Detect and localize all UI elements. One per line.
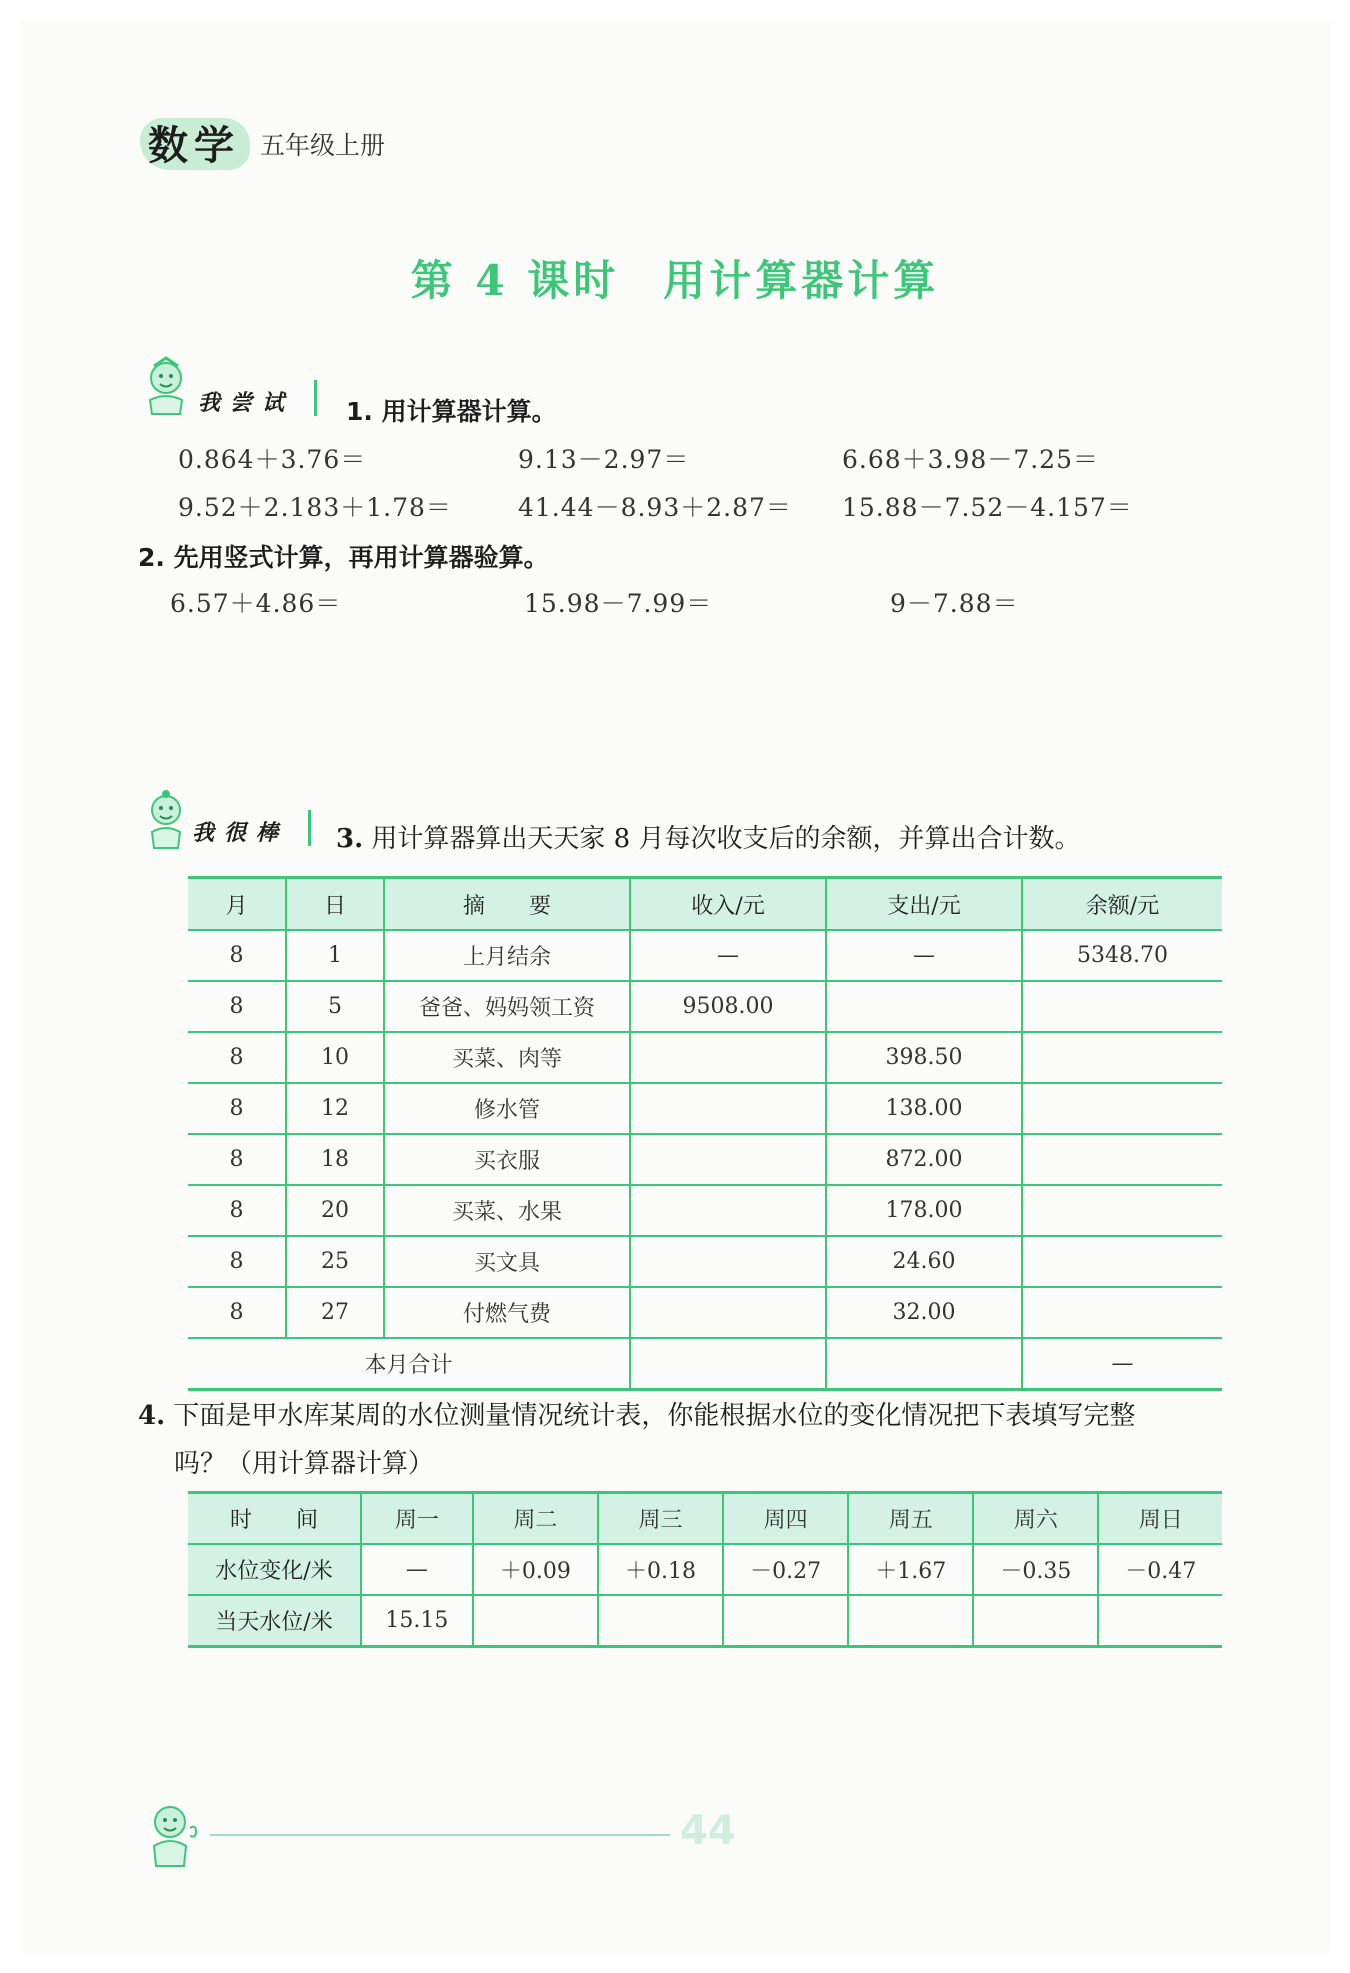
cell: — (826, 930, 1022, 981)
level-cell (598, 1595, 723, 1647)
cell (630, 1032, 826, 1083)
q3-title (336, 818, 1081, 855)
cell: 8 (188, 930, 286, 981)
cell: 178.00 (826, 1185, 1022, 1236)
q2-expr-2: 15.98－7.99＝ (524, 589, 713, 618)
budget-table (188, 876, 1222, 1391)
q4-title (138, 1392, 1238, 1488)
day-cell: 周二 (473, 1493, 598, 1545)
cell: 18 (286, 1134, 384, 1185)
q4-number: 4. (138, 1401, 166, 1431)
cell: 8 (188, 1287, 286, 1338)
level-cell (1098, 1595, 1222, 1647)
subject-title: 数学 (148, 123, 240, 169)
cell: 上月结余 (384, 930, 630, 981)
badge-try (140, 356, 340, 420)
lesson-number: 第 4 课时 (410, 256, 620, 305)
col-income: 收入/元 (630, 878, 826, 931)
q2-text: 先用竖式计算，再用计算器验算。 (173, 543, 549, 572)
cell: 25 (286, 1236, 384, 1287)
q2-expr-1: 6.57＋4.86＝ (170, 589, 342, 618)
day-cell: 周五 (848, 1493, 973, 1545)
col-summary: 摘 要 (384, 878, 630, 931)
cell (630, 1185, 826, 1236)
level-cell (973, 1595, 1098, 1647)
col-month: 月 (188, 878, 286, 931)
change-cell: ＋0.18 (598, 1544, 723, 1595)
cell: 8 (188, 1134, 286, 1185)
q2-expr-3: 9－7.88＝ (890, 589, 1019, 618)
cell (1022, 1134, 1222, 1185)
day-cell: 周四 (723, 1493, 848, 1545)
total-income (630, 1338, 826, 1390)
table-row (188, 1134, 1222, 1185)
table-row (188, 1236, 1222, 1287)
cell: 138.00 (826, 1083, 1022, 1134)
cell (630, 1287, 826, 1338)
q1-expr-2: 9.13－2.97＝ (518, 445, 690, 474)
level-cell (848, 1595, 973, 1647)
cell (1022, 1287, 1222, 1338)
badge-divider (314, 380, 317, 416)
cell: 买衣服 (384, 1134, 630, 1185)
change-cell: －0.27 (723, 1544, 848, 1595)
cell: 爸爸、妈妈领工资 (384, 981, 630, 1032)
change-row (188, 1544, 1222, 1595)
cell: — (630, 930, 826, 981)
cell: 12 (286, 1083, 384, 1134)
cell: 398.50 (826, 1032, 1022, 1083)
badge-try-label: 我尝试 (198, 391, 295, 416)
cell (630, 1134, 826, 1185)
cell: 10 (286, 1032, 384, 1083)
cell: 付燃气费 (384, 1287, 630, 1338)
table-row (188, 1185, 1222, 1236)
col-balance: 余额/元 (1022, 878, 1222, 931)
q2-number: 2. (138, 543, 165, 572)
level-label: 当天水位/米 (188, 1595, 361, 1647)
cell: 872.00 (826, 1134, 1022, 1185)
cell: 5348.70 (1022, 930, 1222, 981)
day-cell: 周日 (1098, 1493, 1222, 1545)
cell (630, 1236, 826, 1287)
q1-expr-6: 15.88－7.52－4.157＝ (842, 493, 1133, 522)
col-expense: 支出/元 (826, 878, 1022, 931)
lesson-name: 用计算器计算 (663, 256, 940, 305)
cell: 8 (188, 1236, 286, 1287)
total-expense (826, 1338, 1022, 1390)
cell: 24.60 (826, 1236, 1022, 1287)
q1-expr-1: 0.864＋3.76＝ (178, 445, 367, 474)
q1-number: 1. (346, 397, 373, 426)
q1-expr-4: 9.52＋2.183＋1.78＝ (178, 493, 452, 522)
q4-line-1 (138, 1392, 1238, 1440)
cell: 8 (188, 981, 286, 1032)
level-cell (473, 1595, 598, 1647)
table-total-row (188, 1338, 1222, 1390)
cell (1022, 1032, 1222, 1083)
badge-great-label: 我很棒 (192, 821, 289, 846)
day-cell: 周一 (361, 1493, 473, 1545)
cell: 1 (286, 930, 384, 981)
cell (1022, 1185, 1222, 1236)
cell: 买文具 (384, 1236, 630, 1287)
change-cell: ＋1.67 (848, 1544, 973, 1595)
cell: 27 (286, 1287, 384, 1338)
table-row (188, 1032, 1222, 1083)
total-label: 本月合计 (188, 1338, 630, 1390)
badge-great (140, 790, 340, 854)
cell: 5 (286, 981, 384, 1032)
footer-divider (210, 1834, 670, 1836)
q4-text-1: 下面是甲水库某周的水位测量情况统计表，你能根据水位的变化情况把下表填写完整 (173, 1401, 1136, 1431)
cartoon-character-icon (140, 790, 196, 850)
q4-text-2: 吗？（用计算器计算） (174, 1449, 435, 1479)
cell: 修水管 (384, 1083, 630, 1134)
q3-number: 3. (336, 824, 364, 854)
level-cell: 15.15 (361, 1595, 473, 1647)
q1-title (346, 392, 557, 428)
level-cell (723, 1595, 848, 1647)
table-header-row (188, 878, 1222, 931)
change-cell: －0.47 (1098, 1544, 1222, 1595)
cell (826, 981, 1022, 1032)
q1-expr-5: 41.44－8.93＋2.87＝ (518, 493, 792, 522)
cell: 8 (188, 1185, 286, 1236)
q1-text: 用计算器计算。 (381, 397, 557, 426)
cell: 8 (188, 1032, 286, 1083)
cell (1022, 981, 1222, 1032)
cell: 8 (188, 1083, 286, 1134)
table-row (188, 981, 1222, 1032)
change-cell: －0.35 (973, 1544, 1098, 1595)
table-row (188, 930, 1222, 981)
cell: 买菜、水果 (384, 1185, 630, 1236)
page-number: 44 (680, 1808, 736, 1854)
table-row (188, 1287, 1222, 1338)
total-balance: — (1022, 1338, 1222, 1390)
badge-divider (308, 810, 311, 846)
q3-text: 用计算器算出天天家 8 月每次收支后的余额，并算出合计数。 (371, 824, 1081, 854)
table-row (188, 1083, 1222, 1134)
water-level-table (188, 1491, 1222, 1648)
change-cell: ＋0.09 (473, 1544, 598, 1595)
cell (630, 1083, 826, 1134)
day-cell: 周六 (973, 1493, 1098, 1545)
footer-character-icon (140, 1800, 210, 1872)
cell: 9508.00 (630, 981, 826, 1032)
day-cell: 周三 (598, 1493, 723, 1545)
change-cell: — (361, 1544, 473, 1595)
q2-title (138, 538, 549, 574)
col-day: 日 (286, 878, 384, 931)
cartoon-character-icon (140, 356, 196, 416)
q1-expr-3: 6.68＋3.98－7.25＝ (842, 445, 1099, 474)
cell: 20 (286, 1185, 384, 1236)
change-label: 水位变化/米 (188, 1544, 361, 1595)
cell: 32.00 (826, 1287, 1022, 1338)
grade-label: 五年级上册 (260, 131, 386, 160)
level-row (188, 1595, 1222, 1647)
time-label: 时 间 (188, 1493, 361, 1545)
cell (1022, 1083, 1222, 1134)
days-row (188, 1493, 1222, 1545)
cell: 买菜、肉等 (384, 1032, 630, 1083)
lesson-title (0, 248, 1350, 308)
cell (1022, 1236, 1222, 1287)
